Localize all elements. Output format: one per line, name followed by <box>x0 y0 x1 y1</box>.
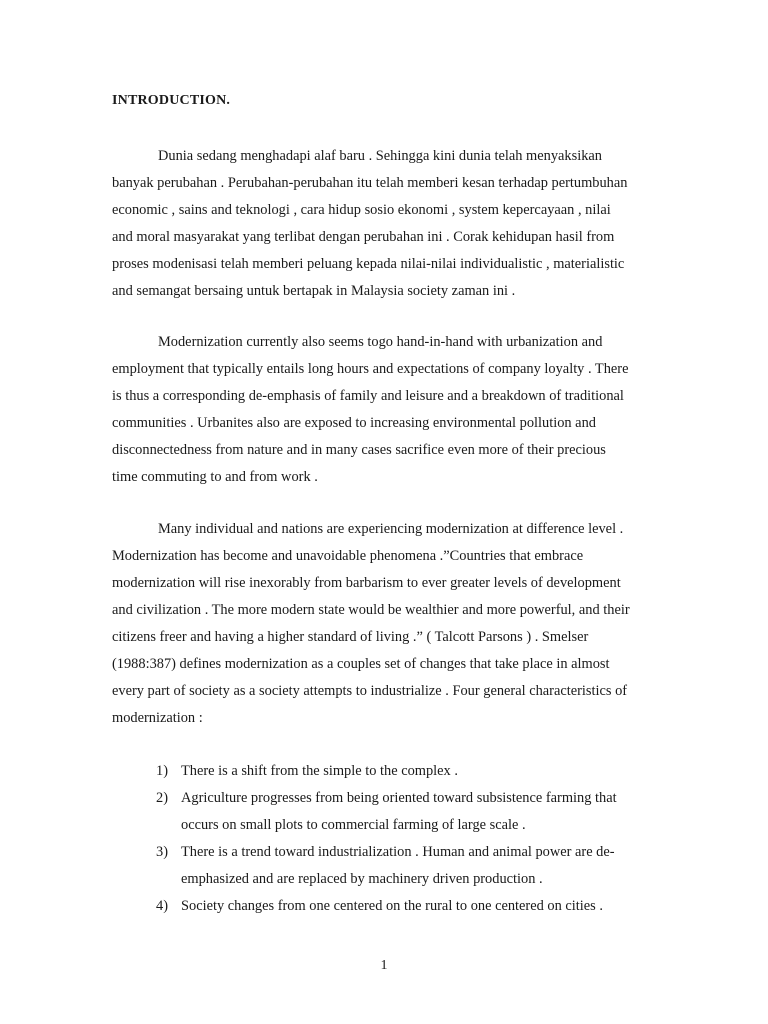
list-item-text: emphasized and are replaced by machinery driven production . <box>181 871 543 887</box>
list-item <box>112 758 672 785</box>
list-item <box>112 893 672 920</box>
list-item <box>112 785 672 839</box>
paragraph-line: and semangat bersaing untuk bertapak in Malaysia society zaman ini . <box>112 283 516 299</box>
paragraph-line: modernization will rise inexorably from barbarism to ever greater levels of development <box>112 575 621 591</box>
list-item-text: Agriculture progresses from being oriented toward subsistence farming that <box>181 790 617 806</box>
list-item <box>112 839 672 893</box>
paragraph-line: Dunia sedang menghadapi alaf baru . Sehingga kini dunia telah menyaksikan <box>158 148 602 164</box>
page-title: INTRODUCTION. <box>112 93 231 108</box>
paragraph-line: time commuting to and from work . <box>112 469 318 485</box>
paragraph-line: (1988:387) defines modernization as a couples set of changes that take place in almost <box>112 656 610 672</box>
list-item-text: There is a trend toward industrialization . Human and animal power are de- <box>181 844 615 860</box>
paragraph-line: modernization : <box>112 710 203 726</box>
paragraph-line: economic , sains and teknologi , cara hidup sosio ekonomi , system kepercayaan , nilai <box>112 202 611 218</box>
paragraph-line: every part of society as a society attempts to industrialize . Four general characteristics of <box>112 683 628 699</box>
paragraph-line: disconnectedness from nature and in many cases sacrifice even more of their precious <box>112 442 606 458</box>
paragraph-line: Modernization has become and unavoidable phenomena .”Countries that embrace <box>112 548 584 564</box>
list-item-number: 2) <box>156 790 168 806</box>
list-item-number: 3) <box>156 844 168 860</box>
characteristics-list <box>112 758 672 920</box>
paragraph-line: banyak perubahan . Perubahan-perubahan itu telah memberi kesan terhadap pertumbuhan <box>112 175 628 191</box>
paragraph-line: communities . Urbanites also are exposed to increasing environmental pollution and <box>112 415 596 431</box>
paragraph-line: employment that typically entails long hours and expectations of company loyalty . There <box>112 361 629 377</box>
page-number: 1 <box>380 958 388 973</box>
list-item-text: There is a shift from the simple to the complex . <box>181 763 458 779</box>
paragraph-line: and moral masyarakat yang terlibat dengan perubahan ini . Corak kehidupan hasil from <box>112 229 615 245</box>
list-item-number: 4) <box>156 898 168 914</box>
paragraph-line: citizens freer and having a higher standard of living .” ( Talcott Parsons ) . Smelser <box>112 629 589 645</box>
paragraph-3 <box>112 516 660 732</box>
paragraph-line: proses modenisasi telah memberi peluang kepada nilai-nilai individualistic , materialistic <box>112 256 625 272</box>
paragraph-line: Modernization currently also seems togo hand-in-hand with urbanization and <box>158 334 603 350</box>
list-item-number: 1) <box>156 763 168 779</box>
list-item-text: occurs on small plots to commercial farming of large scale . <box>181 817 526 833</box>
paragraph-line: Many individual and nations are experiencing modernization at difference level . <box>158 521 624 537</box>
list-item-text: Society changes from one centered on the rural to one centered on cities . <box>181 898 603 914</box>
paragraph-2 <box>112 329 660 491</box>
paragraph-1 <box>112 143 660 305</box>
paragraph-line: and civilization . The more modern state would be wealthier and more powerful, and their <box>112 602 630 618</box>
paragraph-line: is thus a corresponding de-emphasis of family and leisure and a breakdown of traditional <box>112 388 624 404</box>
